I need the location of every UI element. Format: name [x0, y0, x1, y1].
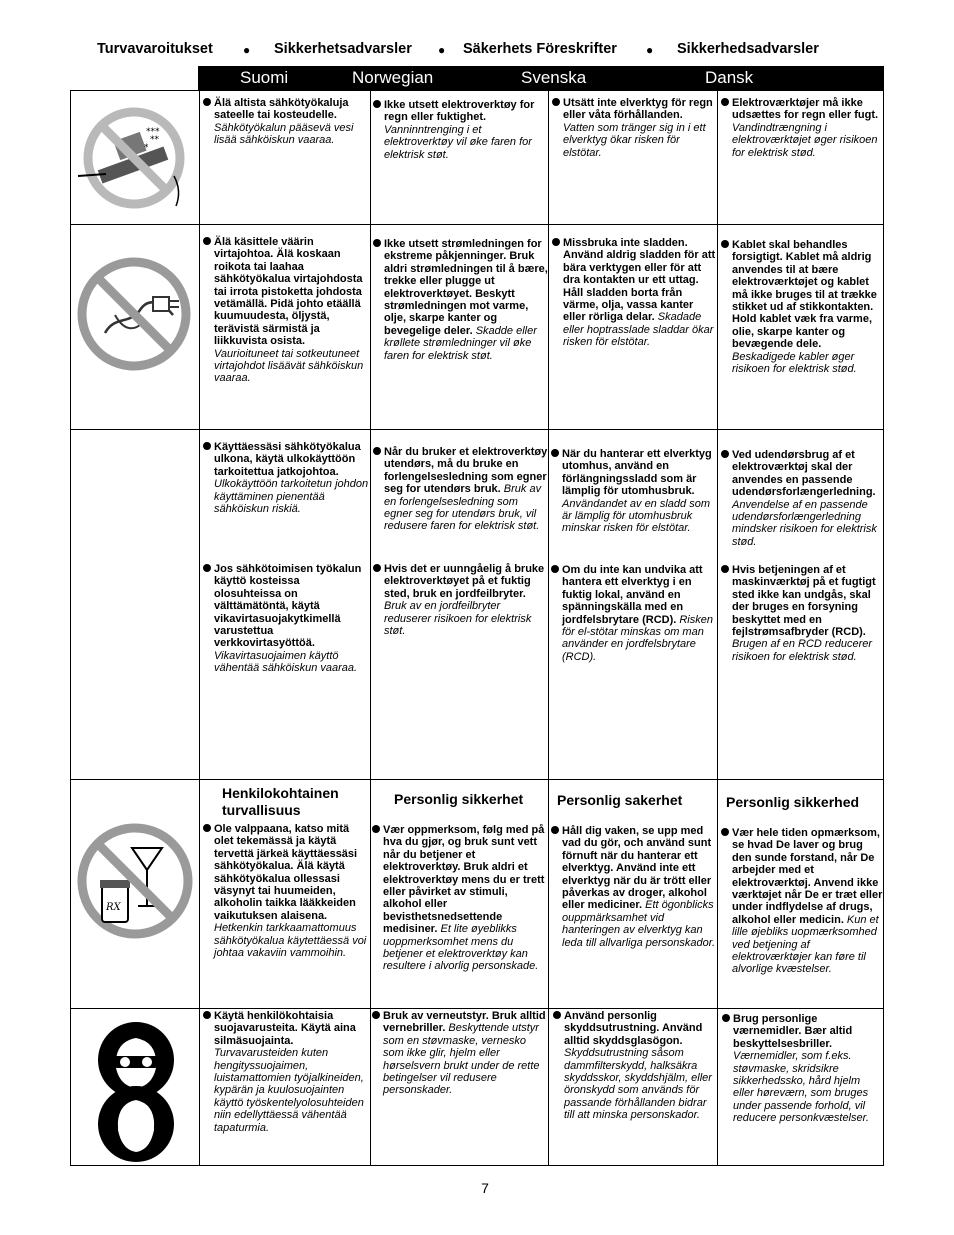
warning-bold: Använd personlig skyddsutrustning. Använd alltid skyddsglasögon. [564, 1010, 703, 1047]
bullet-separator: ● [243, 43, 251, 57]
lang-suomi: Suomi [240, 68, 289, 87]
title-swedish: Säkerhets Föreskrifter [463, 41, 617, 57]
warning-bold: Ikke utsett elektroverktøy for regn eller fuktighet. [384, 99, 535, 124]
bullet-separator: ● [438, 43, 446, 57]
page-number: 7 [481, 1180, 489, 1196]
warning-italic: Skyddsutrustning såsom dammfilterskydd, halksäkra skyddsskor, skyddshjälm, eller öronskydd som används för passande förhållanden bidrar till att minska personskador. [564, 1047, 712, 1122]
warning-cell-da [722, 1013, 883, 1125]
warning-cell-fi [203, 1010, 369, 1134]
warning-italic: Ett ögonblicks ouppmärksamhet vid hanteringen av elverktyg kan leda till allvarliga personskador. [562, 899, 716, 949]
warning-bold: Missbruka inte sladden. Använd aldrig sladden för att bära verktygen eller för att dra kontakten ur ett uttag. Håll sladden borta från värme, olja, vassa kanter eller rörliga delar. [563, 237, 716, 324]
warning-cell-fi [203, 823, 369, 959]
warning-italic: Anvendelse af en passende udendørsforlængerledning mindsker risikoen for elektrisk stød. [732, 498, 877, 548]
warning-italic: Vanninntrenging i et elektroverktøy vil øke faren for elektrisk støt. [384, 123, 532, 161]
warning-bold: Ikke utsett strømledningen for ekstreme påkjenninger. Bruk aldri strømledningen til å bære, trekke eller plugge ut elektroverktøyet. Beskytt strømledningen mot varme, olje, skarpe kanter og bevegelige deler. [384, 238, 548, 337]
warning-italic: Vatten som tränger sig in i ett elverktyg ökar risken för elstötar. [563, 121, 706, 159]
section-heading-fi: Henkilokohtainen turvallisuus [222, 785, 339, 818]
warning-italic: Vandindtrængning i elektroværktøjet øger risikoen for elektrisk stød. [732, 121, 878, 159]
warning-cell-no [373, 446, 549, 533]
warning-italic: Et lite øyeblikks uoppmerksomhet mens du betjener et elektroverktøy kan resultere i alvorlig personskade. [383, 923, 539, 973]
no-rain-icon [76, 96, 194, 214]
warning-italic: Risken för el-stötar minskas om man använder en jordfelsbrytare (RCD). [562, 613, 713, 663]
warning-cell-sv [552, 237, 716, 349]
warning-cell-fi [203, 236, 369, 385]
warning-bold: Jos sähkötoimisen työkalun käyttö kosteissa olosuhteissa on välttämätöntä, käytä vikavirtasuojakytkimellä varustettua verkkovirtasyöttöä. [214, 563, 362, 650]
warning-italic: Bruk av en jordfeilbryter reduserer risikoen for elektrisk støt. [384, 600, 532, 638]
warning-bold: Om du inte kan undvika att hantera ett elverktyg i en fuktig lokal, använd en spänningskälla med en jordfelsbrytare (RCD). [562, 564, 703, 626]
warning-italic: Beskyttende utstyr som en støvmaske, vernesko som ikke glir, hjelm eller hørselsvern brukt under de rette betingelser vil redusere personskader. [383, 1022, 540, 1097]
warning-cell-no [373, 238, 549, 362]
warning-italic: Användandet av en sladd som är lämplig för utomhusbruk minskar risken för elstötar. [562, 497, 710, 535]
warning-cell-no [373, 563, 549, 637]
warning-bold: Hvis betjeningen af et maskinværktøj på et fugtigt sted ikke kan undgås, skal der bruges en forsyning beskyttet med en fejlstrømsafbryder (RCD). [732, 564, 876, 639]
warning-bold: Bruk av verneutstyr. Bruk alltid vernebriller. [383, 1010, 546, 1035]
warning-italic: Værnemidler, som f.eks. støvmaske, skridsikre sikkerhedssko, hård hjelm eller høreværn, som bruges under passende forhold, vil reducere personkvæstelser. [733, 1050, 869, 1125]
warning-bold: Älä käsittele väärin virtajohtoa. Älä koskaan roikota tai laahaa sähkötyökalua virtajohdosta tai irrota pistoketta johdosta vetämällä. Pidä johto etäällä kuumuudesta, öljystä, terävistä särmistä ja liikkuvista osista. [214, 236, 363, 348]
no-cord-abuse-icon [75, 255, 193, 373]
warning-bold: Når du bruker et elektroverktøy utendørs, må du bruke en forlengelsesledning som egner seg for utendørs bruk. [384, 446, 548, 496]
warning-italic: Ulkokäyttöön tarkoitetun johdon käyttäminen pienentää sähköiskun riskiä. [214, 478, 369, 516]
warning-bold: Ved udendørsbrug af et elektroværktøj skal der anvendes en passende udendørsforlængerledning. [732, 449, 876, 499]
warning-cell-no [372, 1010, 549, 1097]
warning-cell-da [721, 97, 883, 159]
row-divider [71, 429, 883, 430]
warning-cell-sv [553, 1010, 717, 1122]
warning-bold: Brug personlige værnemidler. Bær altid beskyttelsesbriller. [733, 1013, 853, 1050]
row-divider [71, 779, 883, 780]
warning-cell-no [373, 99, 549, 161]
title-finnish: Turvavaroitukset [97, 41, 213, 57]
column-divider [717, 91, 718, 1165]
warning-italic: Hetkenkin tarkkaamattomuus sähkötyökalua käytettäessä voi johtaa vakaviin vammoihin. [214, 922, 367, 960]
warning-bold: Kablet skal behandles forsigtigt. Kablet må aldrig anvendes til at bære elektroværktøjet og kablet må ikke bruges til at trække stikket ud af stikkontakten. Hold kablet væk fra varme, olie, skarpe kanter og bevægende dele. [732, 239, 877, 351]
svg-text:*: * [144, 143, 149, 153]
warning-cell-da [721, 564, 883, 663]
warning-italic: Vikavirtasuojaimen käyttö vähentää sähköiskun vaaraa. [214, 649, 358, 675]
warning-italic: Brugen af en RCD reducerer risikoen for elektrisk stød. [732, 638, 873, 663]
warning-cell-fi [203, 563, 369, 675]
svg-text:**: ** [150, 135, 159, 145]
warning-cell-fi [203, 441, 369, 515]
warning-italic: Bruk av en forlengelsesledning som egner seg for utendørs bruk, vil redusere faren for elektrisk støt. [384, 483, 542, 533]
warning-bold: Ole valppaana, katso mitä olet tekemässä ja käytä tervettä järkeä käyttäessäsi sähkötyökalua. Älä käytä sähkötyökalua ollessasi väsynyt tai huumeiden, alkoholin taikka lääkkeiden vaikutuksen alaisena. [214, 823, 358, 922]
lang-svenska: Svenska [521, 68, 587, 87]
warning-italic: Sähkötyökalun pääsevä vesi lisää sähköiskun vaaraa. [214, 121, 354, 147]
warning-italic: Beskadigede kabler øger risikoen for elektrisk stød. [732, 350, 857, 376]
warning-cell-sv [551, 564, 717, 663]
row-divider [71, 1008, 883, 1009]
warning-cell-sv [551, 448, 717, 535]
title-norwegian: Sikkerhetsadvarsler [274, 41, 412, 57]
warning-bold: Utsätt inte elverktyg för regn eller våta förhållanden. [563, 97, 713, 122]
warning-cell-fi [203, 97, 369, 147]
warning-cell-sv [551, 825, 717, 949]
warning-italic: Skadade eller hoptrasslade sladdar ökar risken för elstötar. [563, 311, 714, 349]
warning-italic: Kun et lille øjebliks uopmærksomhed ved betjening af elektroværktøjer kan føre til alvorlige kvæstelser. [732, 913, 879, 976]
warning-italic: Skadde eller krøllete strømledninger vil øke faren for elektrisk støt. [384, 324, 537, 362]
warning-bold: Vær hele tiden opmærksom, se hvad De laver og brug den sunde forstand, når De arbejder med et elektroværktøj. Anvend ikke værktøjet når De er træt eller under indflydelse af drugs, alkohol eller medicin. [732, 827, 883, 926]
section-heading-no: Personlig sikkerhet [394, 791, 524, 807]
warning-bold: Käytä henkilökohtaisia suojavarusteita. Käytä aina silmäsuojainta. [214, 1010, 356, 1047]
warning-cell-no [372, 824, 549, 973]
warning-bold: Håll dig vaken, se upp med vad du gör, och använd sunt förnuft när du hanterar ett elverktyg. Använd inte ett elverktyg när du är trött eller påverkas av droger, alkohol eller mediciner. [562, 825, 712, 912]
warning-cell-da [721, 239, 883, 375]
warning-bold: När du hanterar ett elverktyg utomhus, använd en förlängningssladd som är lämplig för utomhusbruk. [562, 448, 712, 498]
warning-bold: Hvis det er uunngåelig å bruke elektroverktøyet på et fuktig sted, bruk en jordfeilbryter. [384, 563, 545, 600]
bullet-separator: ● [646, 43, 654, 57]
section-heading-da: Personlig sikkerhed [726, 794, 860, 810]
ear-protection-icon [96, 1084, 176, 1164]
title-danish: Sikkerhedsadvarsler [677, 41, 819, 57]
lang-norwegian: Norwegian [352, 68, 434, 87]
warning-italic: Turvavarusteiden kuten hengityssuojaimen, luistamattomien työjalkineiden, kypärän ja kuulosuojainten käyttö työskentelyolosuhteiden niin edellyttäessä vähentää tapaturmia. [214, 1047, 364, 1134]
column-divider [199, 91, 200, 1165]
warning-bold: Älä altista sähkötyökaluja sateelle tai kosteudelle. [214, 97, 349, 122]
language-bar [198, 66, 884, 90]
warning-cell-da [721, 827, 883, 976]
warning-italic: Vaurioituneet tai sotkeutuneet virtajohdot lisäävät sähköiskun vaaraa. [214, 347, 364, 385]
section-heading-sv: Personlig sakerhet [557, 792, 683, 808]
no-alcohol-drugs-icon [76, 818, 194, 944]
warning-cell-da [721, 449, 883, 548]
warning-cell-sv [552, 97, 716, 159]
warning-bold: Elektroværktøjer må ikke udsættes for regn eller fugt. [732, 97, 879, 122]
svg-text:***: *** [146, 127, 160, 137]
lang-dansk: Dansk [705, 68, 754, 87]
column-divider [370, 91, 371, 1165]
svg-text:RX: RX [106, 902, 121, 913]
row-divider [71, 224, 883, 225]
warning-bold: Vær oppmerksom, følg med på hva du gjør, og bruk sunt vett når du betjener et elektroverktøy. Bruk aldri et elektroverktøy mens du er trett eller påvirket av stimuli, alkohol eller bevisthetsnedsettende medisiner. [383, 824, 545, 936]
warning-bold: Käyttäessäsi sähkötyökalua ulkona, käytä ulkokäyttöön tarkoitettua jatkojohtoa. [214, 441, 361, 478]
